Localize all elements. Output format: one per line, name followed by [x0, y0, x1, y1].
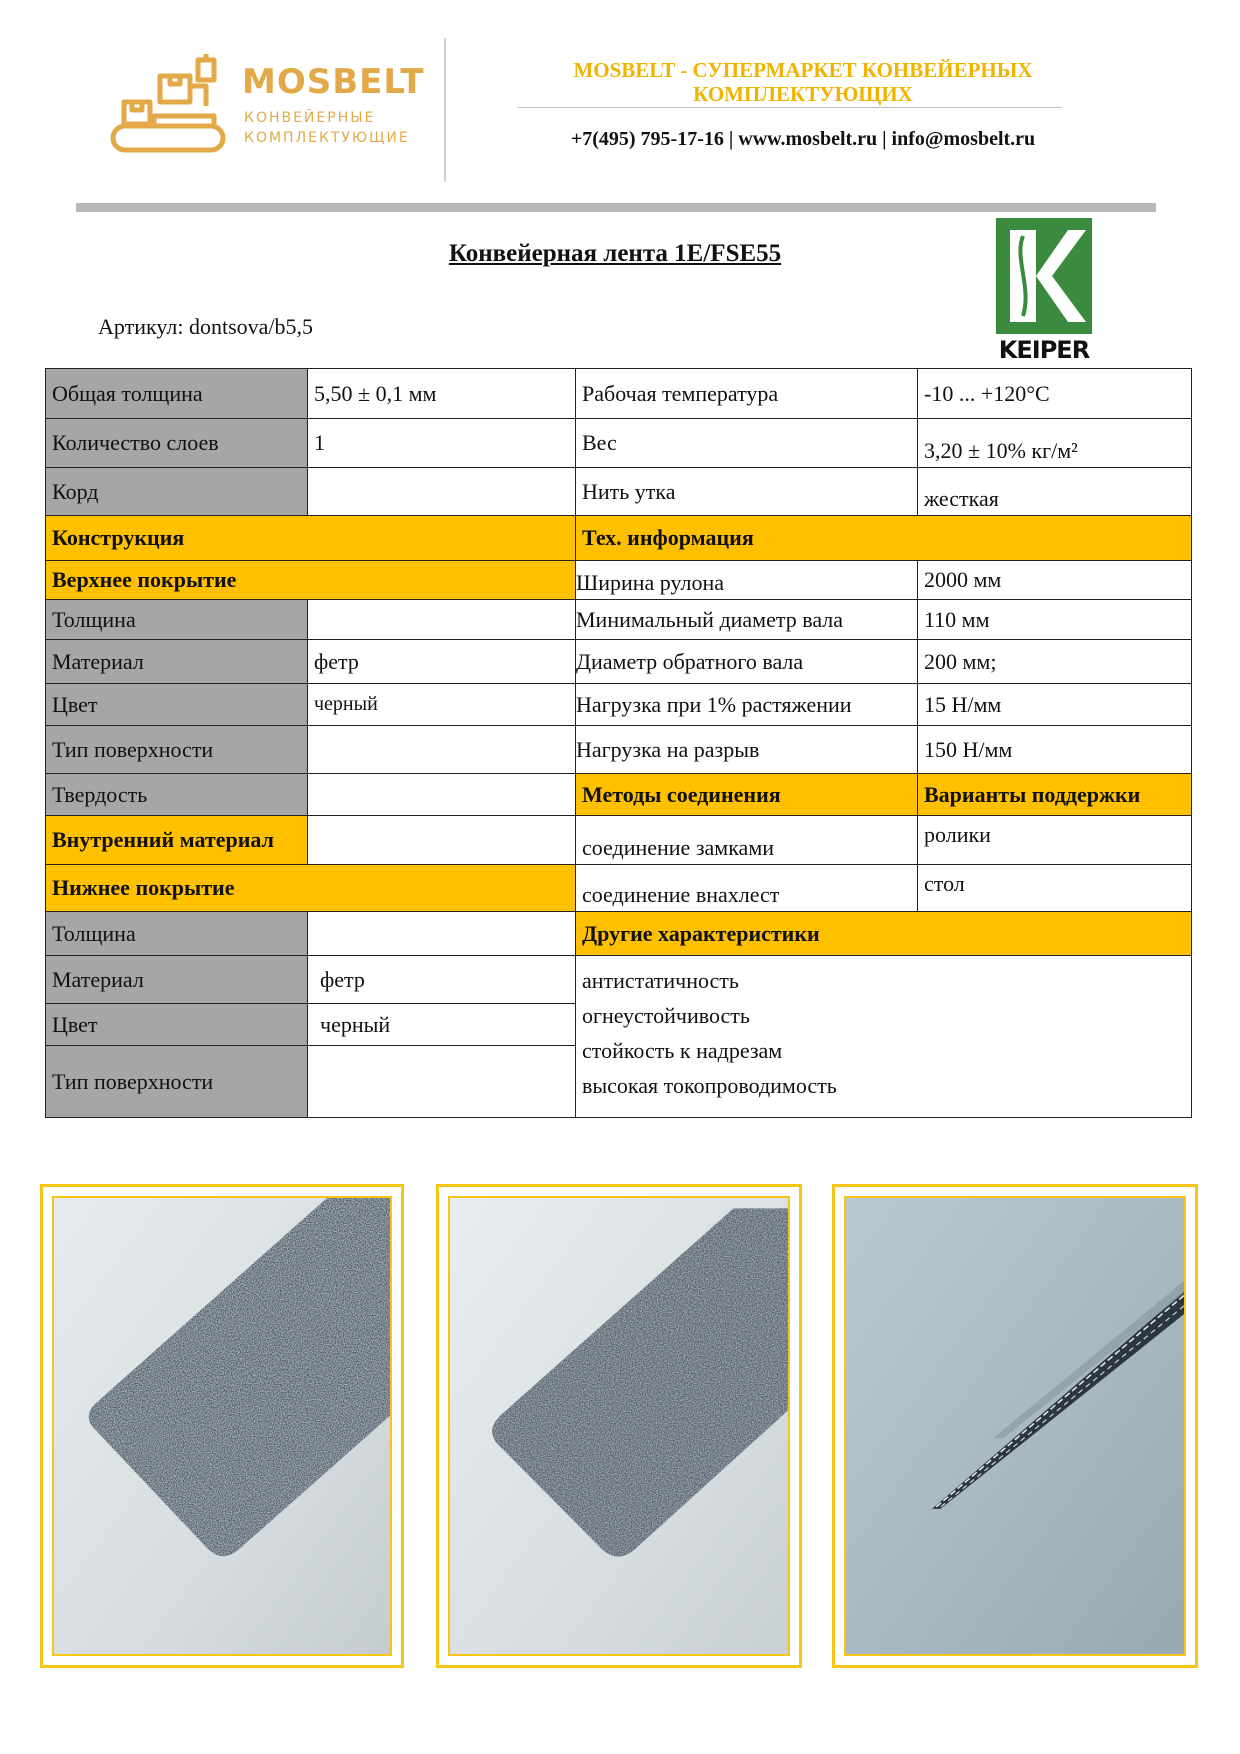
joining-method: соединение внахлест — [576, 865, 918, 912]
label-operating-temperature: Рабочая температура — [576, 369, 918, 419]
label-total-thickness: Общая толщина — [46, 369, 308, 419]
belt-photo-edge — [832, 1184, 1198, 1668]
table-row — [46, 369, 1192, 419]
section-joining-methods: Методы соединения — [576, 774, 918, 816]
header-divider — [444, 38, 446, 182]
support-option: стол — [918, 865, 1192, 912]
label-top-material: Материал — [46, 640, 308, 684]
header-title-line1: MOSBELT - СУПЕРМАРКЕТ КОНВЕЙЕРНЫХ — [573, 58, 1033, 82]
label-inner-material: Внутренний материал — [46, 816, 308, 865]
value-inner-material — [308, 816, 576, 865]
table-row — [46, 561, 1192, 600]
belt-photo-bottom-surface — [436, 1184, 802, 1668]
label-layers: Количество слоев — [46, 419, 308, 468]
table-row — [46, 419, 1192, 468]
joining-method: соединение замками — [576, 816, 918, 865]
label-bottom-thickness: Толщина — [46, 912, 308, 956]
section-construction: Конструкция — [46, 516, 576, 561]
section-top-cover: Верхнее покрытие — [46, 561, 576, 600]
label-bottom-color: Цвет — [46, 1004, 308, 1046]
table-row — [46, 684, 1192, 726]
table-row — [46, 865, 1192, 912]
value-top-color: черный — [308, 684, 576, 726]
label-roll-width: Ширина рулона — [576, 561, 918, 600]
header-bar — [76, 203, 1156, 212]
spec-table — [45, 368, 1192, 1118]
section-bottom-cover: Нижнее покрытие — [46, 865, 576, 912]
value-weight: 3,20 ± 10% кг/м² — [918, 419, 1192, 468]
value-layers: 1 — [308, 419, 576, 468]
value-roll-width: 2000 мм — [918, 561, 1192, 600]
table-row — [46, 468, 1192, 516]
label-top-surface: Тип поверхности — [46, 726, 308, 774]
value-bottom-color: черный — [308, 1004, 576, 1046]
keiper-logo — [996, 218, 1092, 364]
logo-name: MOSBELT — [242, 62, 425, 102]
document-title: Конвейерная лента 1E/FSE55 — [448, 240, 782, 267]
label-top-color: Цвет — [46, 684, 308, 726]
table-row — [46, 726, 1192, 774]
conveyor-boxes-icon — [110, 52, 232, 156]
label-top-thickness: Толщина — [46, 600, 308, 640]
header-contacts[interactable]: +7(495) 795-17-16 | www.mosbelt.ru | info@mosbelt.ru — [570, 128, 1036, 150]
value-top-material: фетр — [308, 640, 576, 684]
list-item: высокая токопроводимость — [582, 1073, 837, 1098]
table-row — [46, 774, 1192, 816]
value-min-shaft-diameter: 110 мм — [918, 600, 1192, 640]
keiper-k-icon — [996, 218, 1092, 334]
keiper-logo-text: KEIPER — [998, 336, 1090, 364]
value-bottom-surface — [308, 1046, 576, 1118]
value-cord — [308, 468, 576, 516]
section-support-options: Варианты поддержки — [918, 774, 1192, 816]
table-row — [46, 956, 1192, 1004]
support-option: ролики — [918, 816, 1192, 865]
value-top-thickness — [308, 600, 576, 640]
label-weft: Нить утка — [576, 468, 918, 516]
belt-sample-image — [450, 1198, 788, 1654]
label-weight: Вес — [576, 419, 918, 468]
list-item: стойкость к надрезам — [582, 1038, 783, 1063]
mosbelt-logo — [110, 52, 425, 162]
header-rule — [518, 107, 1062, 108]
other-characteristics-list — [576, 956, 1192, 1118]
label-min-shaft-diameter: Минимальный диаметр вала — [576, 600, 918, 640]
logo-subtitle-line2: КОМПЛЕКТУЮЩИЕ — [244, 130, 410, 146]
value-bottom-material: фетр — [308, 956, 576, 1004]
belt-sample-image — [846, 1198, 1184, 1654]
logo-subtitle-line1: КОНВЕЙЕРНЫЕ — [244, 110, 376, 126]
label-bottom-surface: Тип поверхности — [46, 1046, 308, 1118]
table-row — [46, 640, 1192, 684]
belt-sample-image — [54, 1198, 390, 1654]
value-hardness — [308, 774, 576, 816]
value-load-1pct: 15 Н/мм — [918, 684, 1192, 726]
article-number: Артикул: dontsova/b5,5 — [98, 314, 314, 339]
section-tech-info: Тех. информация — [576, 516, 1192, 561]
value-top-surface — [308, 726, 576, 774]
label-hardness: Твердость — [46, 774, 308, 816]
value-return-shaft-diameter: 200 мм; — [918, 640, 1192, 684]
label-return-shaft-diameter: Диаметр обратного вала — [576, 640, 918, 684]
label-cord: Корд — [46, 468, 308, 516]
value-total-thickness: 5,50 ± 0,1 мм — [308, 369, 576, 419]
label-break-load: Нагрузка на разрыв — [576, 726, 918, 774]
value-operating-temperature: -10 ... +120°С — [918, 369, 1192, 419]
list-item: огнеустойчивость — [582, 1003, 750, 1028]
value-break-load: 150 Н/мм — [918, 726, 1192, 774]
value-bottom-thickness — [308, 912, 576, 956]
label-bottom-material: Материал — [46, 956, 308, 1004]
table-row — [46, 516, 1192, 561]
label-load-1pct: Нагрузка при 1% растяжении — [576, 684, 918, 726]
list-item: антистатичность — [582, 968, 739, 993]
section-other-characteristics: Другие характеристики — [576, 912, 1192, 956]
header-title-line2: КОМПЛЕКТУЮЩИХ — [693, 82, 913, 106]
table-row — [46, 816, 1192, 865]
table-row — [46, 600, 1192, 640]
header-title — [518, 58, 1088, 106]
belt-photo-top-surface — [40, 1184, 404, 1668]
value-weft: жесткая — [918, 468, 1192, 516]
table-row — [46, 912, 1192, 956]
